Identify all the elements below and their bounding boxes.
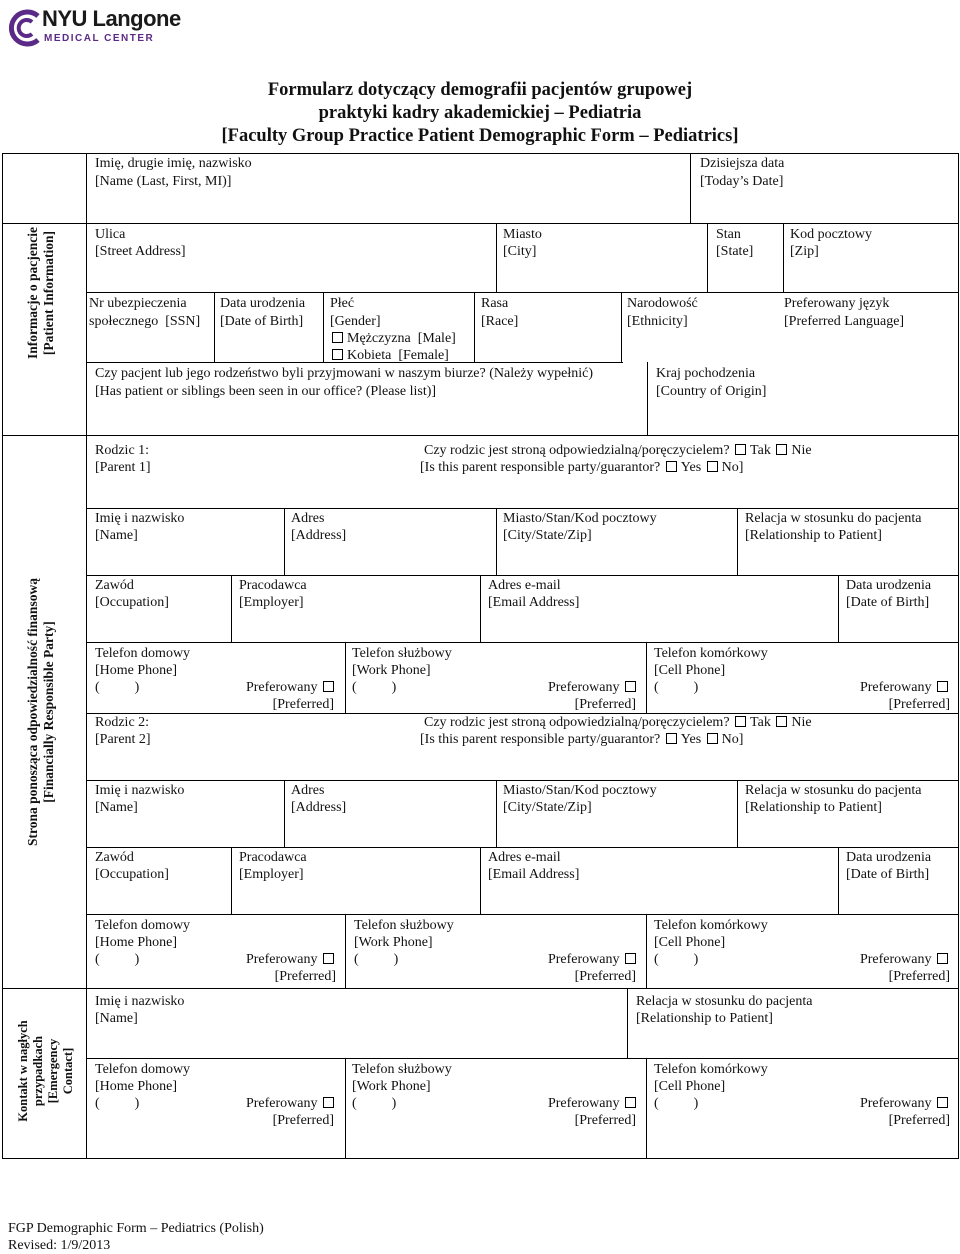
p1-work-preferred-checkbox[interactable] (625, 681, 636, 692)
today-date-label: Dzisiejsza data (700, 156, 785, 171)
city-label: Miasto (503, 227, 542, 242)
street-label-en: [Street Address] (95, 244, 186, 259)
parent1-guarantor-question-en: [Is this parent responsible party/guarantor? Yes No] (420, 460, 744, 475)
p2-cell-preferred-en: [Preferred] (888, 969, 950, 984)
ec-cell-phone-paren: ( ) (654, 1096, 699, 1111)
p2-employer-label: Pracodawca (239, 850, 307, 865)
p1-email-label-en: [Email Address] (488, 595, 580, 610)
p1-cell-preferred-en: [Preferred] (888, 697, 950, 712)
parent1-guarantor-question: Czy rodzic jest stroną odpowiedzialną/poręczycielem? Tak Nie (424, 443, 812, 458)
logo-mark-icon (8, 8, 44, 48)
gender-label-en: [Gender] (330, 314, 381, 329)
p1-home-preferred: Preferowany (196, 679, 338, 696)
gender-male-option[interactable]: Mężczyzna [Male] (330, 330, 456, 347)
ec-cell-preferred-en: [Preferred] (888, 1113, 950, 1128)
parent1-yes-checkbox[interactable] (666, 461, 677, 472)
ec-work-phone-label-en: [Work Phone] (352, 1079, 431, 1094)
p1-name-label: Imię i nazwisko (95, 511, 185, 526)
p1-work-phone-paren: ( ) (352, 680, 397, 695)
p2-home-preferred-en: [Preferred] (274, 969, 336, 984)
p2-csz-label: Miasto/Stan/Kod pocztowy (503, 783, 657, 798)
p2-work-phone-label-en: [Work Phone] (354, 935, 433, 950)
siblings-seen-label-en: [Has patient or siblings been seen in our office? (Please list)] (95, 384, 437, 399)
zip-label-en: [Zip] (790, 244, 819, 259)
p2-dob-label-en: [Date of Birth] (846, 867, 930, 882)
p2-home-phone-label-en: [Home Phone] (95, 935, 178, 950)
p2-home-preferred: Preferowany (196, 951, 338, 968)
ec-home-phone-label: Telefon domowy (95, 1062, 191, 1077)
patient-info-section-label: Informacje o pacjencie [Patient Information] (25, 227, 56, 359)
street-label: Ulica (95, 227, 126, 242)
p1-csz-label-en: [City/State/Zip] (503, 528, 592, 543)
p2-home-preferred-checkbox[interactable] (323, 953, 334, 964)
p1-employer-label: Pracodawca (239, 578, 307, 593)
ec-name-label-en: [Name] (95, 1011, 138, 1026)
p2-occupation-label: Zawód (95, 850, 134, 865)
financial-section-label: Strona ponosząca odpowiedzialność finansową [Financially Responsible Party] (25, 578, 56, 846)
p2-address-label: Adres (291, 783, 325, 798)
p2-cell-preferred: Preferowany (806, 951, 952, 968)
today-date-label-en: [Today’s Date] (700, 174, 784, 189)
zip-label: Kod pocztowy (790, 227, 873, 242)
parent1-label: Rodzic 1: (95, 443, 150, 458)
parent2-guarantor-question-en: [Is this parent responsible party/guarantor? Yes No] (420, 732, 744, 747)
p1-work-preferred-en: [Preferred] (574, 697, 636, 712)
p1-work-preferred: Preferowany (496, 679, 640, 696)
title-line-2: praktyki kadry akademickiej – Pediatria (318, 103, 642, 123)
p2-email-label-en: [Email Address] (488, 867, 580, 882)
p1-home-phone-label-en: [Home Phone] (95, 663, 178, 678)
ec-cell-phone-label-en: [Cell Phone] (654, 1079, 726, 1094)
ec-cell-preferred-checkbox[interactable] (937, 1097, 948, 1108)
ethnicity-label-en: [Ethnicity] (627, 314, 688, 329)
ec-name-label: Imię i nazwisko (95, 994, 185, 1009)
ec-work-phone-paren: ( ) (352, 1096, 397, 1111)
p1-employer-label-en: [Employer] (239, 595, 304, 610)
p2-employer-label-en: [Employer] (239, 867, 304, 882)
footer-form-name: FGP Demographic Form – Pediatrics (Polish) (8, 1221, 264, 1236)
siblings-seen-label: Czy pacjent lub jego rodzeństwo byli przyjmowani w naszym biurze? (Należy wypełnić) (95, 366, 594, 381)
p1-dob-label-en: [Date of Birth] (846, 595, 930, 610)
parent1-tak-checkbox[interactable] (735, 444, 746, 455)
p2-name-label: Imię i nazwisko (95, 783, 185, 798)
female-checkbox[interactable] (332, 349, 343, 360)
state-label-en: [State] (716, 244, 754, 259)
parent2-nie-checkbox[interactable] (776, 716, 787, 727)
state-label: Stan (716, 227, 741, 242)
race-label: Rasa (481, 296, 509, 311)
ec-relationship-label-en: [Relationship to Patient] (636, 1011, 773, 1026)
ec-cell-preferred: Preferowany (806, 1095, 952, 1112)
parent2-no-checkbox[interactable] (707, 733, 718, 744)
p2-name-label-en: [Name] (95, 800, 138, 815)
p1-csz-label: Miasto/Stan/Kod pocztowy (503, 511, 657, 526)
parent2-tak-checkbox[interactable] (735, 716, 746, 727)
p1-relationship-label-en: [Relationship to Patient] (745, 528, 882, 543)
gender-label: Płeć (330, 296, 355, 311)
p1-cell-preferred: Preferowany (806, 679, 952, 696)
origin-label: Kraj pochodzenia (656, 366, 756, 381)
patient-name-field[interactable] (87, 154, 689, 222)
parent2-guarantor-question: Czy rodzic jest stroną odpowiedzialną/poręczycielem? Tak Nie (424, 715, 812, 730)
p2-work-phone-label: Telefon służbowy (354, 918, 454, 933)
emergency-section-label: Kontakt w nagłych przypadkach [Emergency Contact] (16, 1020, 75, 1122)
p2-relationship-label-en: [Relationship to Patient] (745, 800, 882, 815)
origin-label-en: [Country of Origin] (656, 384, 767, 399)
name-label: Imię, drugie imię, nazwisko (95, 156, 252, 171)
p1-occupation-label-en: [Occupation] (95, 595, 169, 610)
p2-work-preferred-checkbox[interactable] (625, 953, 636, 964)
p2-cell-phone-paren: ( ) (654, 952, 699, 967)
p1-cell-preferred-checkbox[interactable] (937, 681, 948, 692)
parent2-label: Rodzic 2: (95, 715, 150, 730)
p1-work-phone-label: Telefon służbowy (352, 646, 452, 661)
patient-dob-label: Data urodzenia (220, 296, 306, 311)
p2-address-label-en: [Address] (291, 800, 347, 815)
p2-dob-label: Data urodzenia (846, 850, 932, 865)
today-date-field[interactable] (691, 154, 957, 222)
p2-cell-preferred-checkbox[interactable] (937, 953, 948, 964)
ec-work-preferred-checkbox[interactable] (625, 1097, 636, 1108)
parent2-label-en: [Parent 2] (95, 732, 151, 747)
p1-work-phone-label-en: [Work Phone] (352, 663, 431, 678)
p2-email-label: Adres e-mail (488, 850, 561, 865)
language-label: Preferowany język (784, 296, 890, 311)
parent1-label-en: [Parent 1] (95, 460, 151, 475)
ec-work-preferred-en: [Preferred] (574, 1113, 636, 1128)
ec-home-phone-label-en: [Home Phone] (95, 1079, 178, 1094)
ethnicity-label: Narodowość (627, 296, 698, 311)
parent1-no-checkbox[interactable] (707, 461, 718, 472)
ec-home-preferred: Preferowany (196, 1095, 338, 1112)
p1-home-phone-paren: ( ) (95, 680, 140, 695)
title-line-3: [Faculty Group Practice Patient Demographic Form – Pediatrics] (221, 126, 739, 146)
p2-work-preferred: Preferowany (496, 951, 640, 968)
p1-home-phone-label: Telefon domowy (95, 646, 191, 661)
p2-cell-phone-label: Telefon komórkowy (654, 918, 768, 933)
ec-work-phone-label: Telefon służbowy (352, 1062, 452, 1077)
ec-home-preferred-en: [Preferred] (272, 1113, 334, 1128)
p1-address-label-en: [Address] (291, 528, 347, 543)
p1-name-label-en: [Name] (95, 528, 138, 543)
parent1-nie-checkbox[interactable] (776, 444, 787, 455)
p2-csz-label-en: [City/State/Zip] (503, 800, 592, 815)
male-checkbox[interactable] (332, 332, 343, 343)
p1-home-preferred-checkbox[interactable] (323, 681, 334, 692)
p1-email-label: Adres e-mail (488, 578, 561, 593)
p2-home-phone-paren: ( ) (95, 952, 140, 967)
ec-relationship-label: Relacja w stosunku do pacjenta (636, 994, 813, 1009)
p1-relationship-label: Relacja w stosunku do pacjenta (745, 511, 922, 526)
p2-relationship-label: Relacja w stosunku do pacjenta (745, 783, 922, 798)
p2-work-preferred-en: [Preferred] (574, 969, 636, 984)
ec-work-preferred: Preferowany (496, 1095, 640, 1112)
p2-home-phone-label: Telefon domowy (95, 918, 191, 933)
ssn-label: Nr ubezpieczenia (89, 296, 187, 311)
p2-occupation-label-en: [Occupation] (95, 867, 169, 882)
parent2-yes-checkbox[interactable] (666, 733, 677, 744)
p2-cell-phone-label-en: [Cell Phone] (654, 935, 726, 950)
ssn-label-2: społecznego [SSN] (89, 314, 201, 329)
ec-home-phone-paren: ( ) (95, 1096, 140, 1111)
ec-cell-phone-label: Telefon komórkowy (654, 1062, 768, 1077)
gender-female-option[interactable]: Kobieta [Female] (330, 347, 449, 364)
city-label-en: [City] (503, 244, 537, 259)
p2-work-phone-paren: ( ) (354, 952, 399, 967)
title-line-1: Formularz dotyczący demografii pacjentów grupowej (267, 80, 693, 100)
logo-sub: MEDICAL CENTER (44, 33, 155, 44)
patient-dob-label-en: [Date of Birth] (220, 314, 304, 329)
language-label-en: [Preferred Language] (784, 314, 905, 329)
race-label-en: [Race] (481, 314, 519, 329)
footer-revised: Revised: 1/9/2013 (8, 1238, 111, 1253)
ec-home-preferred-checkbox[interactable] (323, 1097, 334, 1108)
p1-home-preferred-en: [Preferred] (272, 697, 334, 712)
p1-cell-phone-label-en: [Cell Phone] (654, 663, 726, 678)
p1-dob-label: Data urodzenia (846, 578, 932, 593)
logo (8, 4, 181, 56)
p1-address-label: Adres (291, 511, 325, 526)
name-label-en: [Name (Last, First, MI)] (95, 174, 232, 189)
p1-occupation-label: Zawód (95, 578, 134, 593)
p1-cell-phone-label: Telefon komórkowy (654, 646, 768, 661)
logo-brand: NYU Langone (42, 6, 181, 31)
p1-cell-phone-paren: ( ) (654, 680, 699, 695)
